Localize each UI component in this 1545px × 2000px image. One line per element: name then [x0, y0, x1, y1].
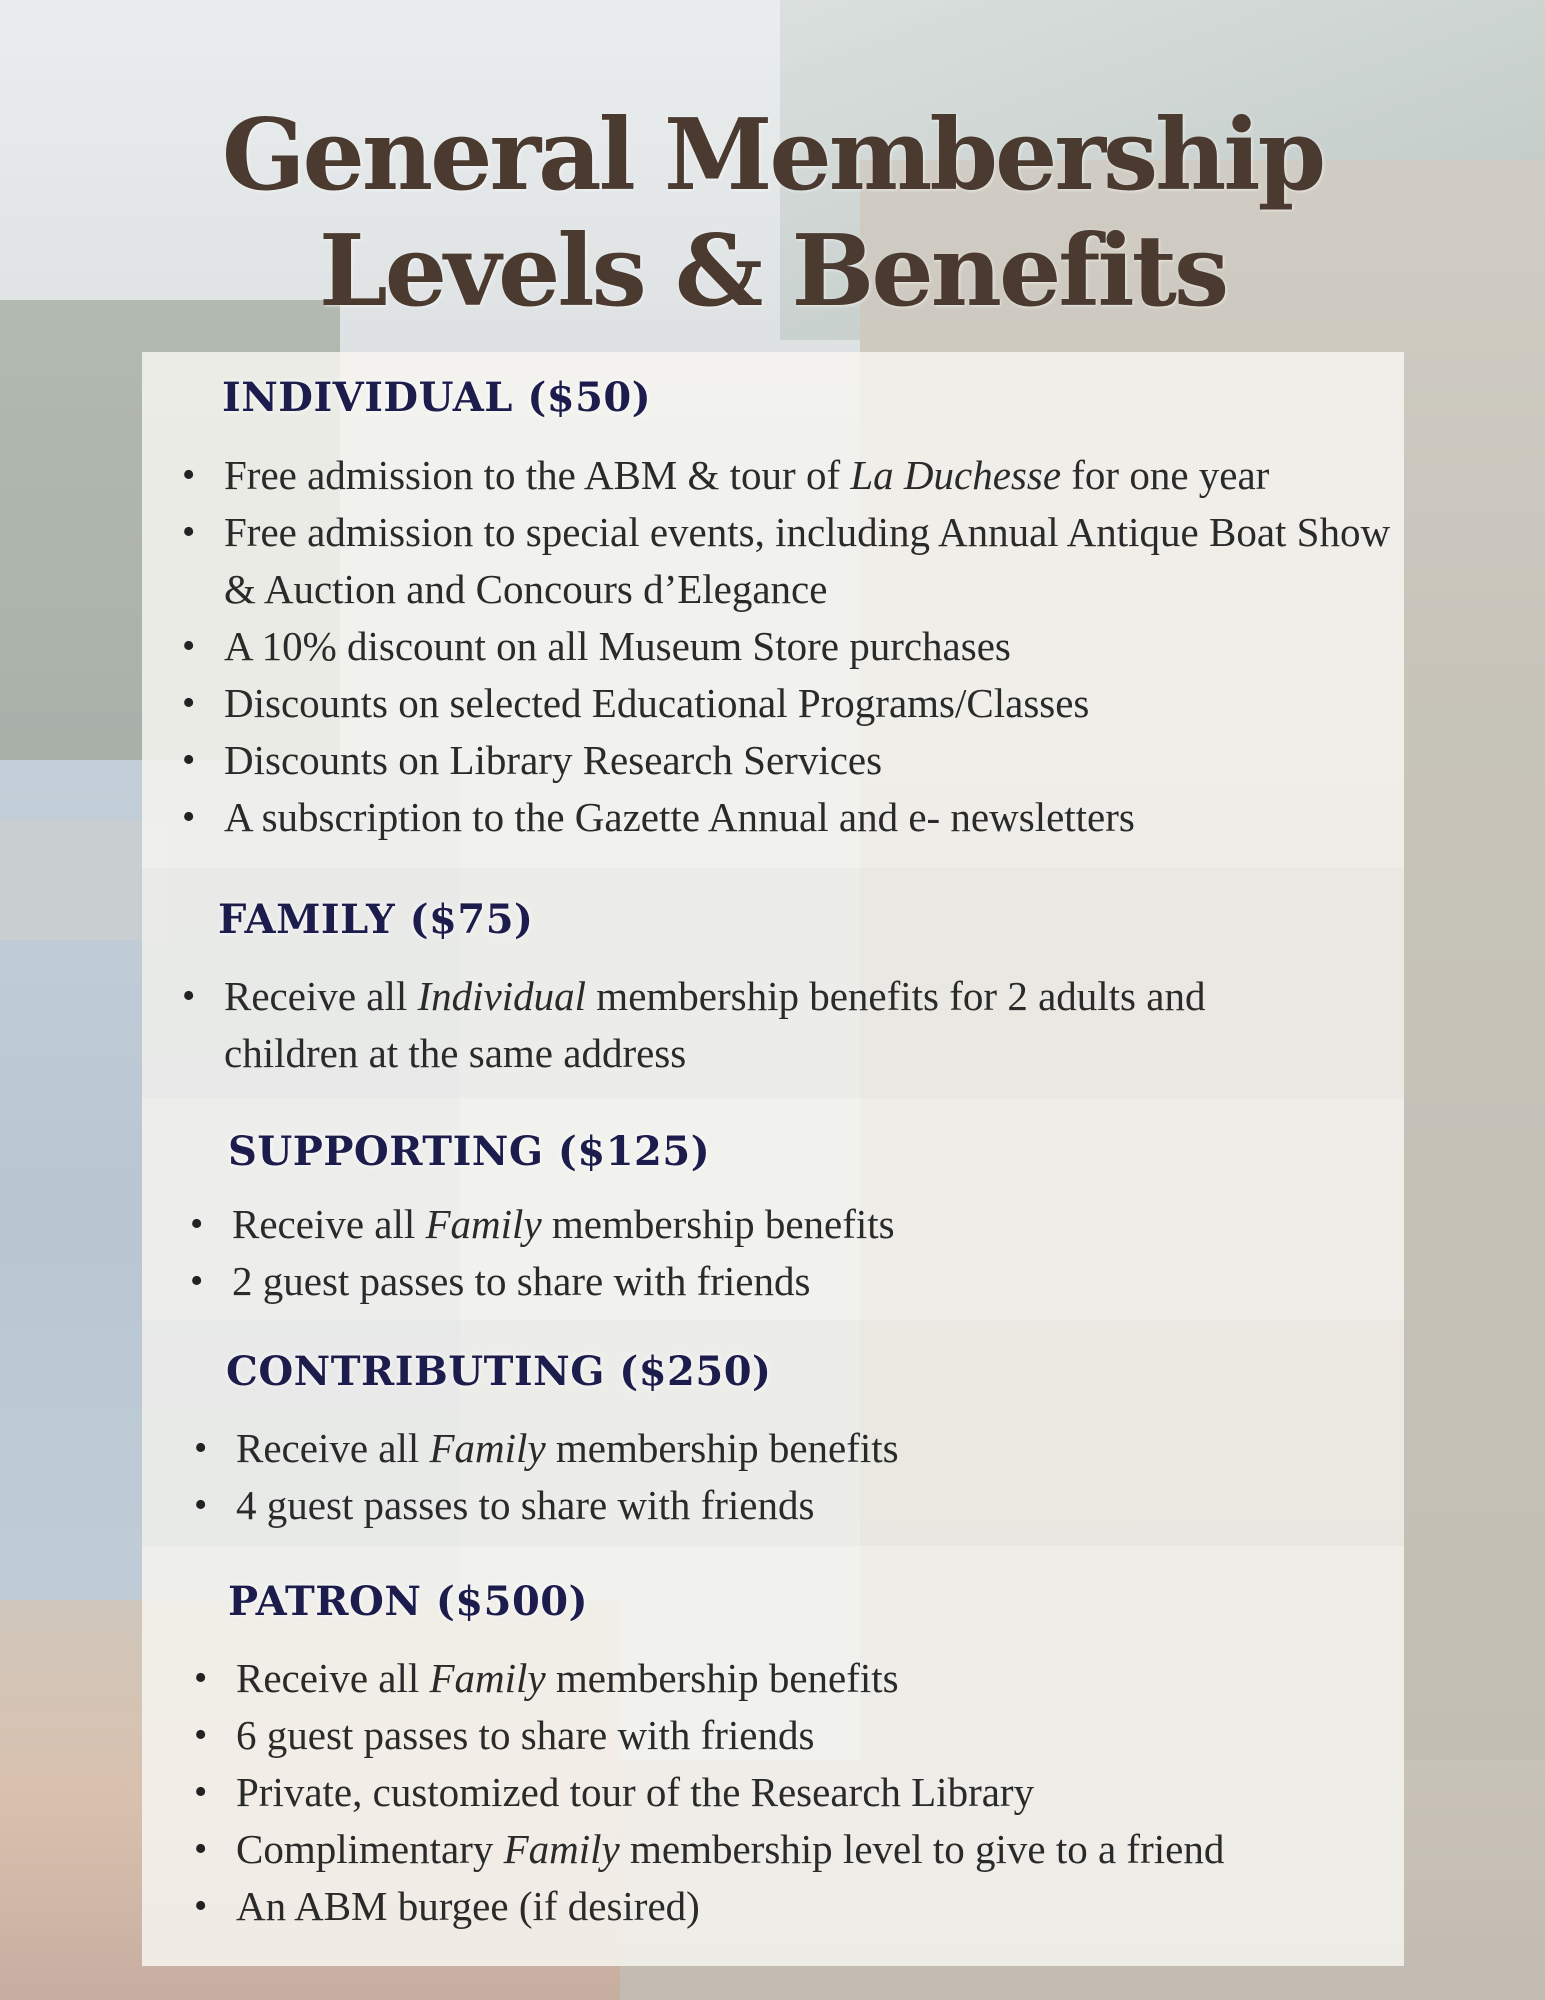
benefit-text: Complimentary: [236, 1826, 504, 1872]
benefit-text: A 10% discount on all Museum Store purchases: [224, 623, 1011, 669]
benefit-text: 4 guest passes to share with friends: [236, 1482, 815, 1528]
benefit-item: [182, 789, 1392, 846]
benefit-list-individual: [182, 447, 1392, 846]
benefit-item: [182, 618, 1392, 675]
benefit-text: Receive all: [236, 1425, 430, 1471]
level-panel-supporting: [142, 1098, 1404, 1320]
benefit-text: 6 guest passes to share with friends: [236, 1712, 815, 1758]
benefit-text-italic: Individual: [417, 973, 587, 1019]
level-panel-contributing: [142, 1320, 1404, 1546]
benefit-text: Receive all: [224, 973, 418, 1019]
benefit-text-italic: Family: [503, 1826, 620, 1872]
benefit-list-family: [182, 968, 1332, 1082]
benefit-item: [194, 1477, 1344, 1534]
benefit-item: [194, 1707, 1394, 1764]
benefit-item: [182, 675, 1392, 732]
benefit-item: [194, 1878, 1394, 1935]
benefit-text: Receive all: [236, 1655, 430, 1701]
level-panel-patron: [142, 1546, 1404, 1966]
benefit-text: membership benefits: [545, 1425, 899, 1471]
benefit-text: membership benefits: [541, 1201, 895, 1247]
benefit-text: Free admission to special events, including Annual Antique Boat Show & Auction and Concours d’Elegance: [224, 509, 1391, 612]
benefit-text: Discounts on selected Educational Programs/Classes: [224, 680, 1090, 726]
benefit-list-contributing: [194, 1420, 1344, 1534]
benefit-item: [182, 447, 1392, 504]
benefit-text: An ABM burgee (if desired): [236, 1883, 700, 1929]
benefit-text: for one year: [1061, 452, 1270, 498]
benefit-text: 2 guest passes to share with friends: [232, 1258, 811, 1304]
page-title-line-2: Levels & Benefits: [318, 214, 1227, 329]
level-panel-family: [142, 868, 1404, 1098]
benefit-item: [182, 732, 1392, 789]
benefit-item: [194, 1764, 1394, 1821]
benefit-item: [190, 1196, 1340, 1253]
benefit-text: membership benefits: [545, 1655, 899, 1701]
benefit-text-italic: Family: [429, 1425, 546, 1471]
benefit-item: [182, 504, 1392, 618]
benefit-item: [194, 1420, 1344, 1477]
page-title-line-1: General Membership: [221, 98, 1324, 213]
level-title-patron: PATRON ($500): [228, 1578, 589, 1625]
level-title-individual: INDIVIDUAL ($50): [222, 374, 652, 421]
page-title: [0, 98, 1545, 330]
benefit-list-patron: [194, 1650, 1394, 1935]
benefit-text: Private, customized tour of the Research Library: [236, 1769, 1035, 1815]
benefit-item: [194, 1821, 1394, 1878]
benefit-text: Discounts on Library Research Services: [224, 737, 883, 783]
benefit-text: membership benefits for 2 adults and children at the same address: [224, 973, 1206, 1076]
level-title-family: FAMILY ($75): [218, 896, 534, 943]
level-title-contributing: CONTRIBUTING ($250): [226, 1348, 772, 1395]
benefit-text: Receive all: [232, 1201, 426, 1247]
benefit-item: [182, 968, 1332, 1082]
benefit-text-italic: La Duchesse: [850, 452, 1062, 498]
benefit-text: A subscription to the Gazette Annual and e- newsletters: [224, 794, 1135, 840]
benefit-item: [194, 1650, 1394, 1707]
benefit-text-italic: Family: [429, 1655, 546, 1701]
level-title-supporting: SUPPORTING ($125): [228, 1128, 711, 1175]
benefit-list-supporting: [190, 1196, 1340, 1310]
level-panel-individual: [142, 352, 1404, 868]
benefit-text-italic: Family: [425, 1201, 542, 1247]
benefit-text: Free admission to the ABM & tour of: [224, 452, 851, 498]
benefit-item: [190, 1253, 1340, 1310]
benefit-text: membership level to give to a friend: [619, 1826, 1225, 1872]
